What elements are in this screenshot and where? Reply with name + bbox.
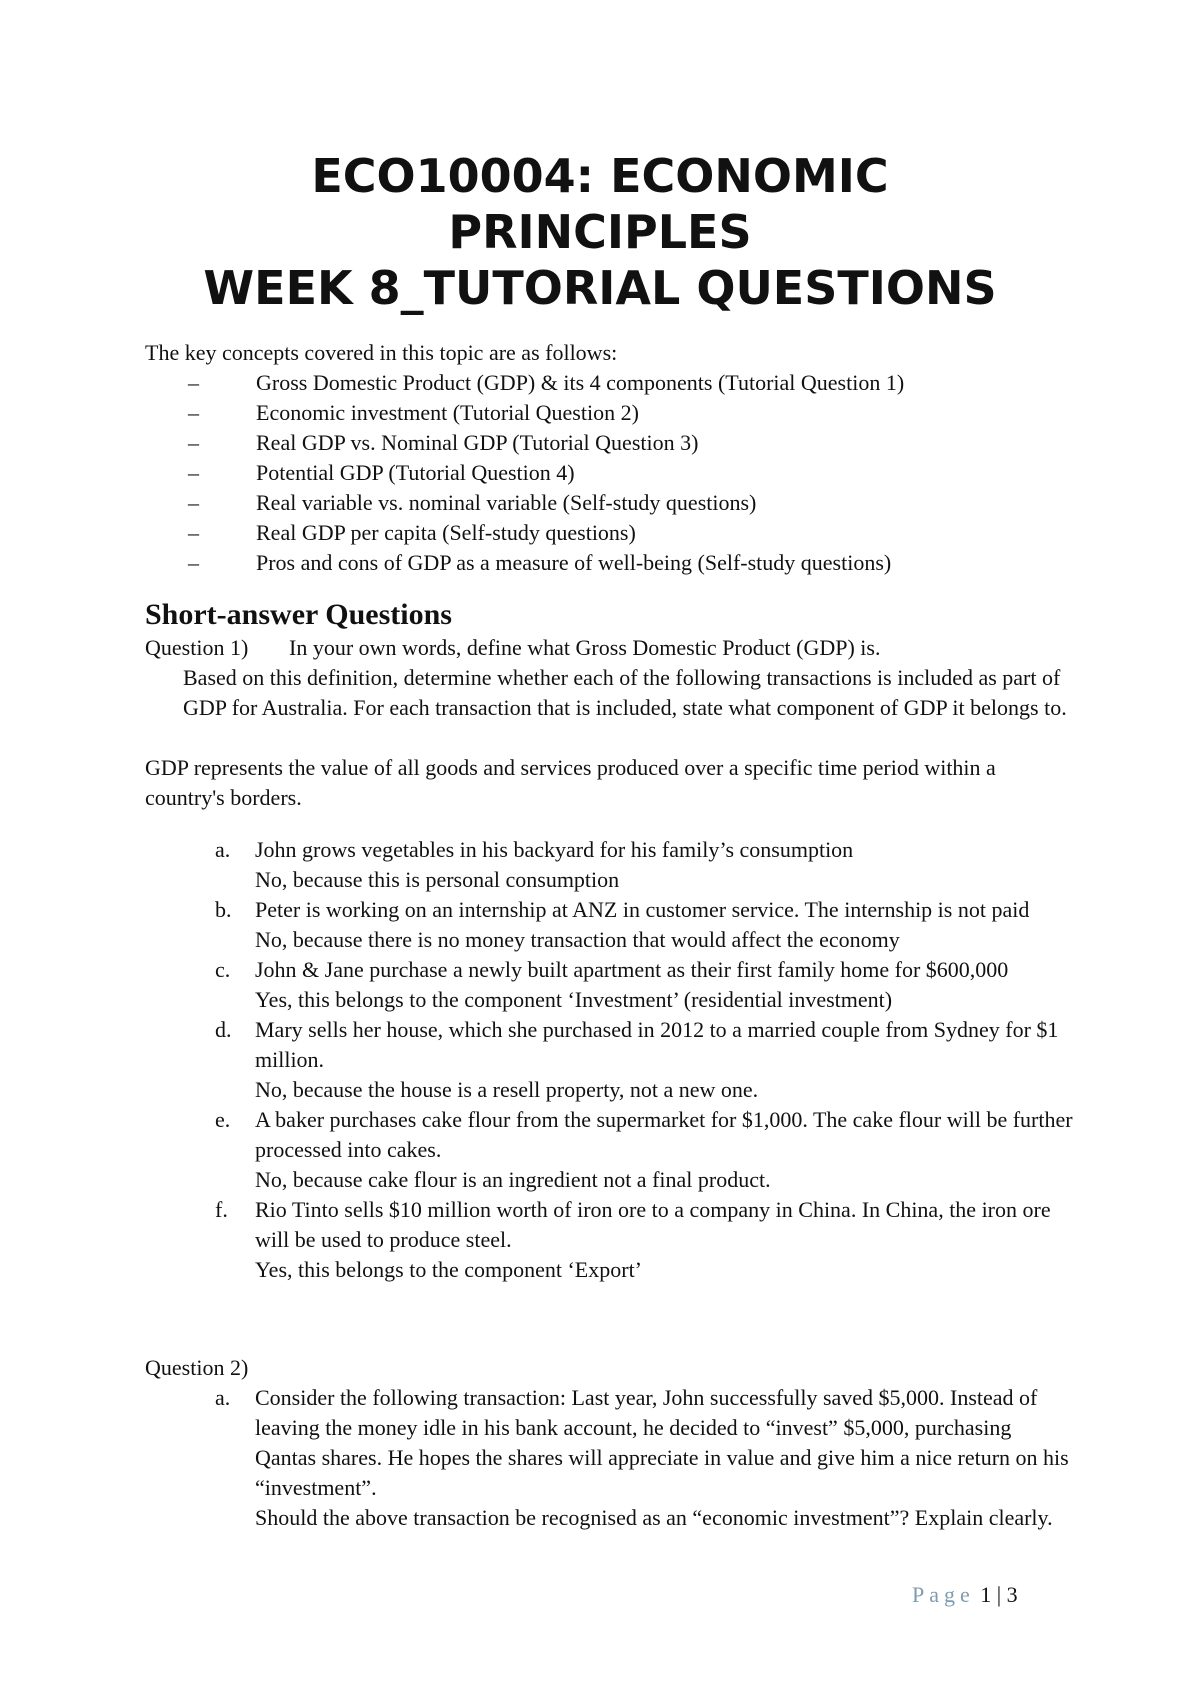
item-question: Peter is working on an internship at ANZ in customer service. The internship is not paid (255, 897, 1030, 922)
list-item (215, 1015, 1075, 1105)
item-question: A baker purchases cake flour from the supermarket for $1,000. The cake flour will be further processed into cakes. (255, 1107, 1073, 1162)
item-marker: a. (215, 1385, 231, 1410)
item-answer: Yes, this belongs to the component ‘Export’ (255, 1257, 643, 1282)
list-item (215, 1195, 1075, 1285)
list-item (215, 955, 1075, 1015)
concept-item: – Real GDP per capita (Self-study questions) (188, 518, 904, 548)
page-number: 1 | 3 (980, 1582, 1018, 1607)
dash-bullet: – (188, 460, 199, 485)
question-1-answer: GDP represents the value of all goods and services produced over a specific time period within a country's borders. (145, 755, 996, 810)
item-question: Rio Tinto sells $10 million worth of iron ore to a company in China. In China, the iron ore will be used to produce steel. (255, 1197, 1051, 1252)
key-concepts-list (188, 368, 904, 578)
item-marker: c. (215, 957, 231, 982)
dash-bullet: – (188, 490, 199, 515)
item-answer: No, because the house is a resell property, not a new one. (255, 1077, 759, 1102)
dash-bullet: – (188, 430, 199, 455)
intro-text: The key concepts covered in this topic are as follows: (145, 340, 618, 365)
item-marker: b. (215, 897, 232, 922)
question-1-text: In your own words, define what Gross Domestic Product (GDP) is. (289, 635, 881, 660)
dash-bullet: – (188, 520, 199, 545)
item-answer: No, because there is no money transaction that would affect the economy (255, 927, 900, 952)
page-footer (912, 1580, 1018, 1610)
item-marker: a. (215, 837, 231, 862)
item-marker: e. (215, 1107, 231, 1132)
question-2-label: Question 2) (145, 1355, 249, 1380)
item-question: Consider the following transaction: Last year, John successfully saved $5,000. Instead of leaving the money idle in his bank account, he decided to “invest” $5,000, purchasing Qantas shares. He hopes the shares will appreciate in value and give him a nice return on his “investment”. (255, 1385, 1069, 1500)
list-item (215, 1105, 1075, 1195)
section-heading: Short-answer Questions (145, 598, 452, 631)
list-item (215, 835, 1075, 895)
list-item (215, 1383, 1075, 1533)
concept-item: – Real variable vs. nominal variable (Self-study questions) (188, 488, 904, 518)
question-1-label: Question 1) (145, 635, 249, 660)
title-line-2: PRINCIPLES (448, 205, 752, 259)
question-2-items (215, 1383, 1075, 1533)
item-question: John grows vegetables in his backyard for his family’s consumption (255, 837, 854, 862)
concept-item: – Potential GDP (Tutorial Question 4) (188, 458, 904, 488)
item-question: Mary sells her house, which she purchased in 2012 to a married couple from Sydney for $1 million. (255, 1017, 1059, 1072)
document-title (0, 148, 1200, 316)
list-item (215, 895, 1075, 955)
question-1-line (145, 633, 880, 663)
item-answer: No, because cake flour is an ingredient not a final product. (255, 1167, 771, 1192)
question-1-items (215, 835, 1075, 1285)
title-line-1: ECO10004: ECONOMIC (311, 149, 889, 203)
question-1-instruction: Based on this definition, determine whether each of the following transactions is included as part of GDP for Australia. For each transaction that is included, state what component of GDP it belongs to. (183, 665, 1067, 720)
title-line-3: WEEK 8_TUTORIAL QUESTIONS (203, 261, 997, 315)
item-marker: f. (215, 1197, 228, 1222)
concept-item: – Gross Domestic Product (GDP) & its 4 components (Tutorial Question 1) (188, 368, 904, 398)
dash-bullet: – (188, 550, 199, 575)
item-question: Should the above transaction be recognised as an “economic investment”? Explain clearly. (255, 1505, 1053, 1530)
item-answer: No, because this is personal consumption (255, 867, 620, 892)
item-answer: Yes, this belongs to the component ‘Investment’ (residential investment) (255, 987, 893, 1012)
item-marker: d. (215, 1017, 232, 1042)
item-question: John & Jane purchase a newly built apartment as their first family home for $600,000 (255, 957, 1009, 982)
page-word: Page (912, 1582, 975, 1607)
concept-item: – Economic investment (Tutorial Question 2) (188, 398, 904, 428)
dash-bullet: – (188, 400, 199, 425)
dash-bullet: – (188, 370, 199, 395)
concept-item: – Pros and cons of GDP as a measure of well-being (Self-study questions) (188, 548, 904, 578)
concept-item: – Real GDP vs. Nominal GDP (Tutorial Question 3) (188, 428, 904, 458)
